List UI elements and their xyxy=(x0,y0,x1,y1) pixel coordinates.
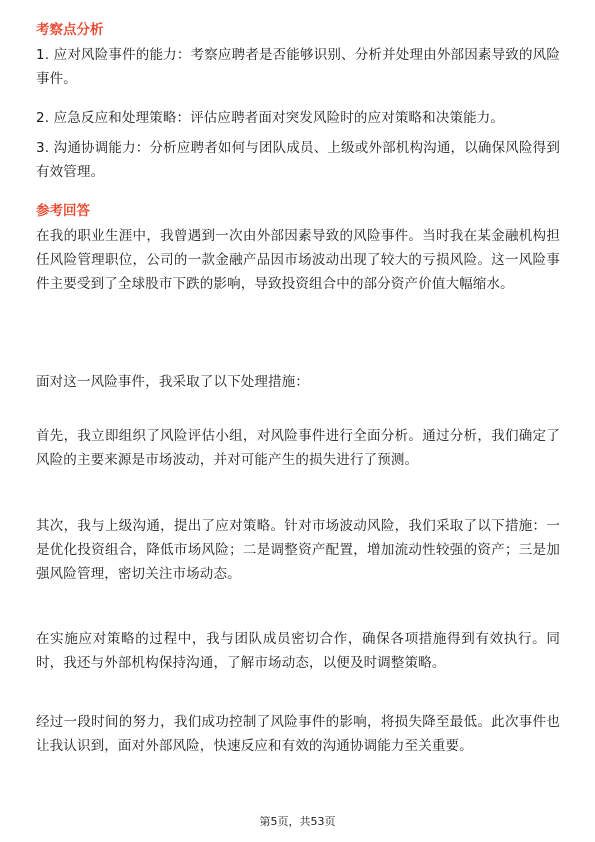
analysis-heading: 考察点分析 xyxy=(36,22,104,38)
answer-paragraph-3: 首先，我立即组织了风险评估小组，对风险事件进行全面分析。通过分析，我们确定了风险的主要来源是市场波动，并对可能产生的损失进行了预测。 xyxy=(36,428,560,468)
answer-paragraph-4: 其次，我与上级沟通，提出了应对策略。针对市场波动风险，我们采取了以下措施：一是优化投资组合，降低市场风险；二是调整资产配置，增加流动性较强的资产；三是加强风险管理，密切关注市场动态。 xyxy=(36,518,560,582)
answer-paragraph-6: 经过一段时间的努力，我们成功控制了风险事件的影响，将损失降至最低。此次事件也让我认识到，面对外部风险，快速反应和有效的沟通协调能力至关重要。 xyxy=(36,714,560,754)
analysis-point-3: 3. 沟通协调能力：分析应聘者如何与团队成员、上级或外部机构沟通，以确保风险得到有效管理。 xyxy=(36,140,560,180)
answer-paragraph-1: 在我的职业生涯中，我曾遇到一次由外部因素导致的风险事件。当时我在某金融机构担任风险管理职位，公司的一款金融产品因市场波动出现了较大的亏损风险。这一风险事件主要受到了全球股市下跌的影响，导致投资组合中的部分资产价值大幅缩水。 xyxy=(36,228,560,292)
answer-heading: 参考回答 xyxy=(36,203,90,219)
analysis-point-2: 2. 应急反应和处理策略：评估应聘者面对突发风险时的应对策略和决策能力。 xyxy=(36,110,505,126)
analysis-point-1: 1. 应对风险事件的能力：考察应聘者是否能够识别、分析并处理由外部因素导致的风险事件。 xyxy=(36,47,560,87)
page-number: 第5页，共53页 xyxy=(259,815,336,828)
answer-paragraph-5: 在实施应对策略的过程中，我与团队成员密切合作，确保各项措施得到有效执行。同时，我还与外部机构保持沟通，了解市场动态，以便及时调整策略。 xyxy=(36,631,560,671)
answer-paragraph-2: 面对这一风险事件，我采取了以下处理措施： xyxy=(36,374,309,390)
